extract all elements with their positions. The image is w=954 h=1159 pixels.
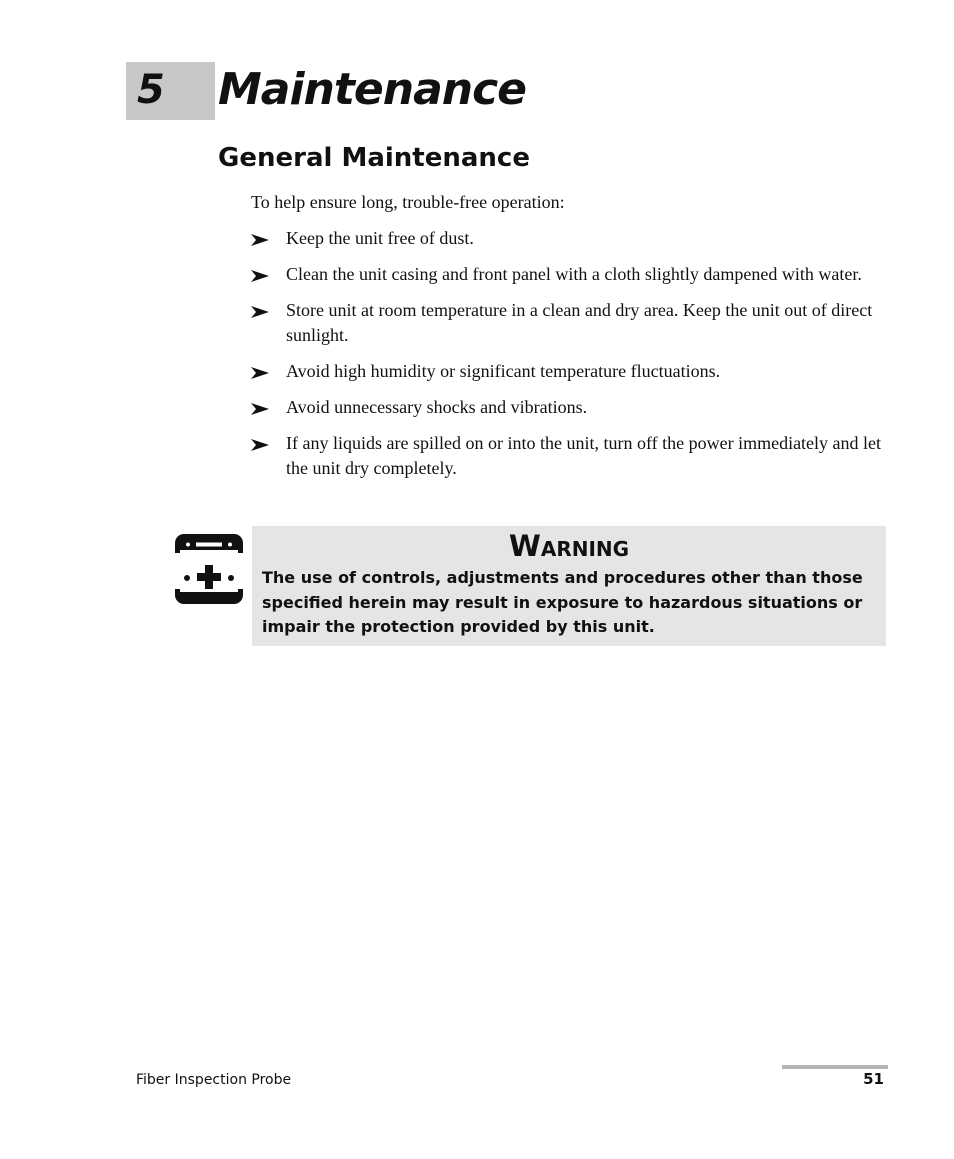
footer-rule: [782, 1065, 888, 1069]
list-item-text: Avoid unnecessary shocks and vibrations.: [286, 397, 588, 417]
arrow-bullet-icon: [251, 306, 269, 318]
hazard-warning-icon: [174, 533, 244, 605]
warning-box: [252, 526, 886, 646]
arrow-bullet-icon: [251, 439, 269, 451]
list-item-text: Keep the unit free of dust.: [286, 228, 474, 248]
list-item: [251, 298, 891, 348]
warning-title: Warning: [508, 529, 630, 563]
list-item: [251, 431, 891, 481]
list-item: [251, 395, 891, 420]
list-item-text: If any liquids are spilled on or into the unit, turn off the power immediately and let the unit dry completely.: [286, 433, 882, 478]
chapter-title: Maintenance: [218, 64, 527, 115]
arrow-bullet-icon: [251, 403, 269, 415]
footer-document-title: Fiber Inspection Probe: [136, 1072, 292, 1088]
arrow-bullet-icon: [251, 270, 269, 282]
arrow-bullet-icon: [251, 367, 269, 379]
warning-text: The use of controls, adjustments and procedures other than those specified herein may result in exposure to hazardous situations or impair the protection provided by this unit.: [262, 568, 863, 636]
list-item-text: Store unit at room temperature in a clean and dry area. Keep the unit out of direct sunlight.: [286, 300, 873, 345]
chapter-number: 5: [137, 67, 165, 113]
maintenance-list: [251, 226, 891, 492]
list-item: [251, 226, 891, 251]
page-number: 51: [863, 1070, 884, 1088]
list-item: [251, 359, 891, 384]
list-item-text: Avoid high humidity or significant temperature fluctuations.: [286, 361, 721, 381]
section-title: General Maintenance: [218, 143, 530, 173]
intro-text: To help ensure long, trouble-free operation:: [251, 192, 565, 212]
list-item: [251, 262, 891, 287]
arrow-bullet-icon: [251, 234, 269, 246]
list-item-text: Clean the unit casing and front panel with a cloth slightly dampened with water.: [286, 264, 862, 284]
